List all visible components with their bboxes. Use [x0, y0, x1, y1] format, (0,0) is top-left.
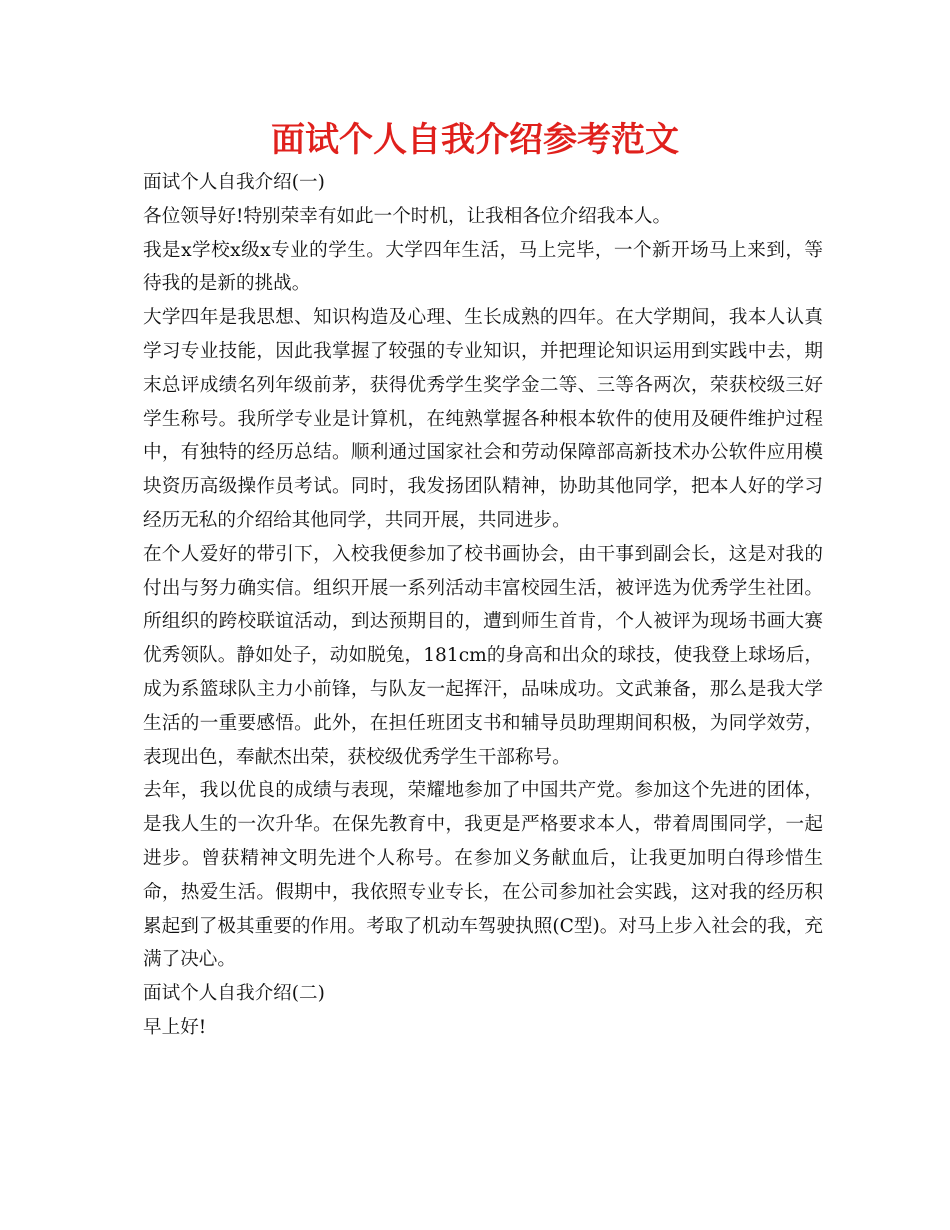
paragraph-study: 大学四年是我思想、知识构造及心理、生长成熟的四年。在大学期间，我本人认真学习专业技能，因此我掌握了较强的专业知识，并把理论知识运用到实践中去，期末总评成绩名列年级前茅，获得优秀学生奖学金二等、三等各两次，荣获校级三好学生称号。我所学专业是计算机，在纯熟掌握各种根本软件的使用及硬件维护过程中，有独特的经历总结。顺利通过国家社会和劳动保障部高新技术办公软件应用模块资历高级操作员考试。同时，我发扬团队精神，协助其他同学，把本人好的学习经历无私的介绍给其他同学，共同开展，共同进步。	[143, 307, 823, 531]
paragraph-intro: 我是x学校x级x专业的学生。大学四年生活，马上完毕，一个新开场马上来到，等待我的是新的挑战。	[143, 239, 823, 295]
section-heading-2: 面试个人自我介绍(二)	[143, 983, 325, 1005]
document-body	[143, 166, 823, 1045]
paragraph-greeting: 各位领导好!特别荣幸有如此一个时机，让我相各位介绍我本人。	[143, 205, 672, 227]
paragraph-hobbies: 在个人爱好的带引下，入校我便参加了校书画协会，由干事到副会长，这是对我的付出与努力确实信。组织开展一系列活动丰富校园生活，被评选为优秀学生社团。所组织的跨校联谊活动，到达预期目的，遭到师生首肯，个人被评为现场书画大赛优秀领队。静如处子，动如脱兔，181cm的身高和出众的球技，使我登上球场后，成为系篮球队主力小前锋，与队友一起挥汗，品味成功。文武兼备，那么是我大学生活的一重要感悟。此外，在担任班团支书和辅导员助理期间积极，为同学效劳，表现出色，奉献杰出荣，获校级优秀学生干部称号。	[143, 543, 823, 768]
section-heading-1: 面试个人自我介绍(一)	[143, 172, 325, 193]
document-title: 面试个人自我介绍参考范文	[271, 120, 679, 160]
paragraph-party: 去年，我以优良的成绩与表现，荣耀地参加了中国共产党。参加这个先进的团体，是我人生的一次升华。在保先教育中，我更是严格要求本人，带着周围同学，一起进步。曾获精神文明先进个人称号。在参加义务献血后，让我更加明白得珍惜生命，热爱生活。假期中，我依照专业专长，在公司参加社会实践，这对我的经历积累起到了极其重要的作用。考取了机动车驾驶执照(C型)。对马上步入社会的我，充满了决心。	[143, 780, 823, 971]
paragraph-morning: 早上好!	[143, 1016, 207, 1038]
